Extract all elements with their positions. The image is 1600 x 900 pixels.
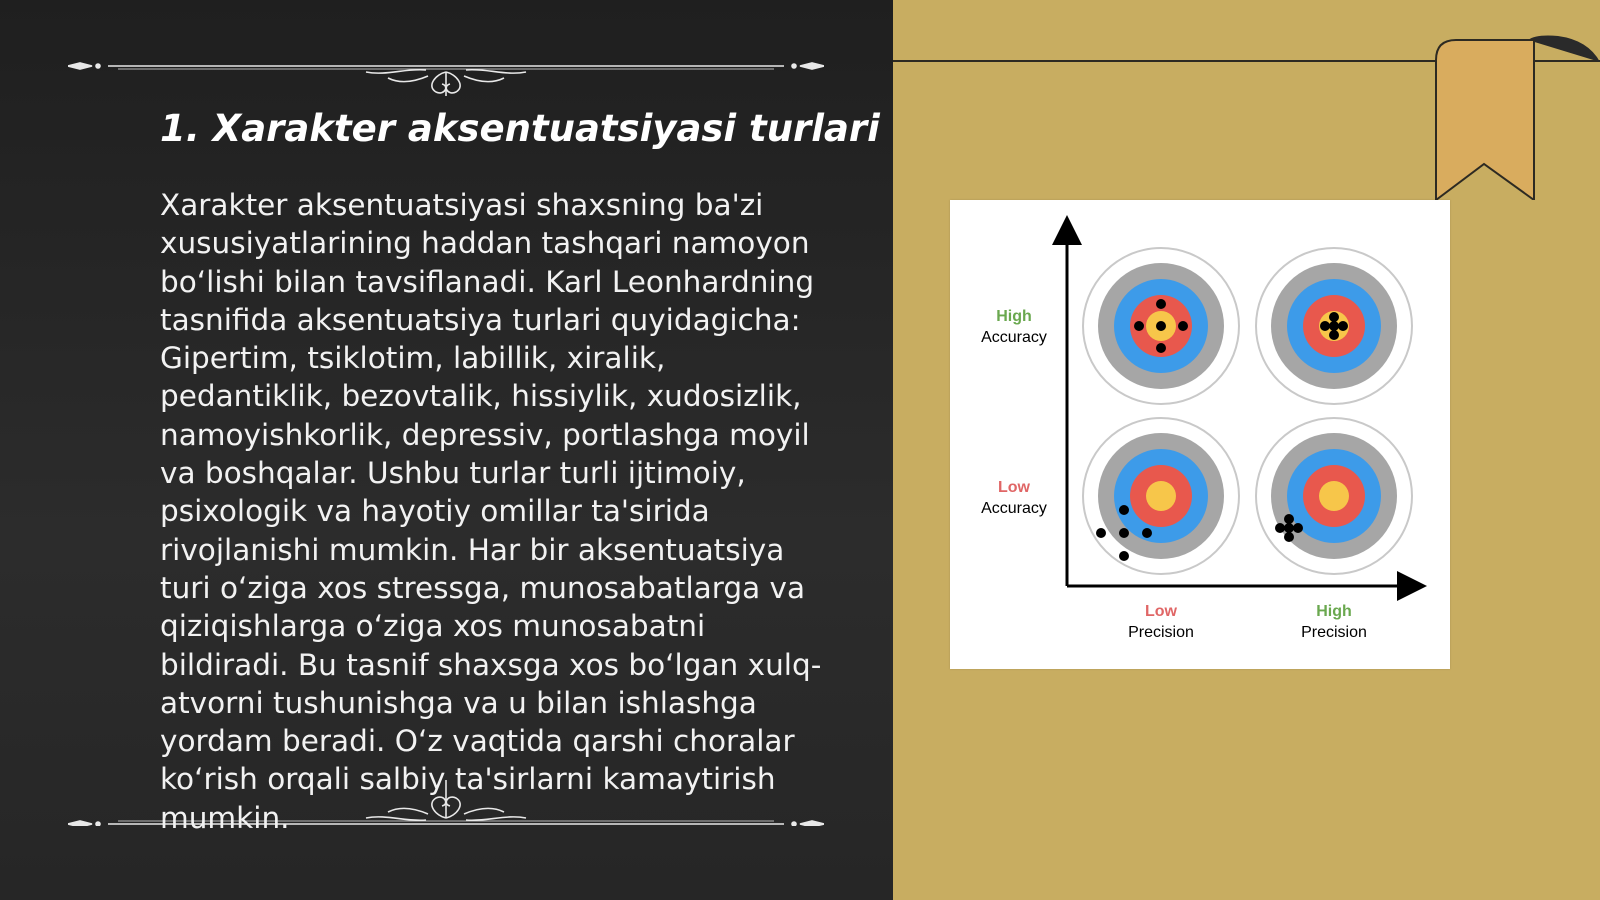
hit-dot	[1275, 523, 1285, 533]
hit-dot	[1134, 321, 1144, 331]
ornamental-divider-icon	[68, 50, 824, 96]
hit-dot	[1156, 299, 1166, 309]
target-high-accuracy-low-precision	[1083, 248, 1239, 404]
y-high-level-label: High	[996, 308, 1032, 325]
target-high-accuracy-high-precision	[1256, 248, 1412, 404]
x-low-name-label: Precision	[1128, 624, 1194, 641]
body-paragraph: Xarakter aksentuatsiyasi shaxsning ba'zi xususiyatlarining haddan tashqari namoyon bo‘lishi bilan tavsiflanadi. Karl Leonhardning tasnifida aksentuatsiya turlari quyidagicha: Gipertim, tsiklotim, labillik, xiralik, pedantiklik, bezovtalik, hissiylik, xudosizlik, namoyishkorlik, depressiv, portlashga moyil va boshqalar. Ushbu turlar turli ijtimoiy, psixologik va hayotiy omillar ta'sirida rivojlanishi mumkin. Har bir aksentuatsiya turi o‘ziga xos stressga, munosabatlarga va qiziqishlarga o‘ziga xos munosabatni bildiradi. Bu tasnif shaxsga xos bo‘lgan xulq-atvorni tushunishga va u bilan ishlashga yordam beradi. O‘z vaqtida qarshi choralar ko‘rish orqali salbiy ta'sirlarni kamaytirish mumkin.	[160, 188, 822, 835]
hit-dot	[1119, 505, 1129, 515]
hit-dot	[1293, 523, 1303, 533]
x-high-level-label: High	[1316, 603, 1352, 620]
hit-dot	[1284, 523, 1294, 533]
hit-dot	[1329, 312, 1339, 322]
hit-dot	[1320, 321, 1330, 331]
bookmark-ribbon-icon	[1434, 34, 1600, 200]
hit-dot	[1284, 532, 1294, 542]
hit-dot	[1338, 321, 1348, 331]
hit-dot	[1329, 321, 1339, 331]
x-high-name-label: Precision	[1301, 624, 1367, 641]
hit-dot	[1119, 551, 1129, 561]
hit-dot	[1284, 514, 1294, 524]
hit-dot	[1156, 321, 1166, 331]
y-high-name-label: Accuracy	[981, 329, 1047, 346]
hit-dot	[1156, 343, 1166, 353]
accuracy-precision-diagram	[950, 200, 1450, 669]
y-low-level-label: Low	[998, 479, 1030, 496]
hit-dot	[1142, 528, 1152, 538]
hit-dot	[1329, 330, 1339, 340]
y-low-name-label: Accuracy	[981, 500, 1047, 517]
hit-dot	[1096, 528, 1106, 538]
target-low-accuracy-high-precision	[1256, 418, 1412, 574]
slide-title: 1. Xarakter aksentuatsiyasi turlari	[160, 107, 880, 150]
hit-dot	[1178, 321, 1188, 331]
diagram-canvas	[950, 200, 1450, 669]
hit-dot	[1119, 528, 1129, 538]
x-low-level-label: Low	[1145, 603, 1177, 620]
target-low-accuracy-low-precision	[1083, 418, 1239, 574]
